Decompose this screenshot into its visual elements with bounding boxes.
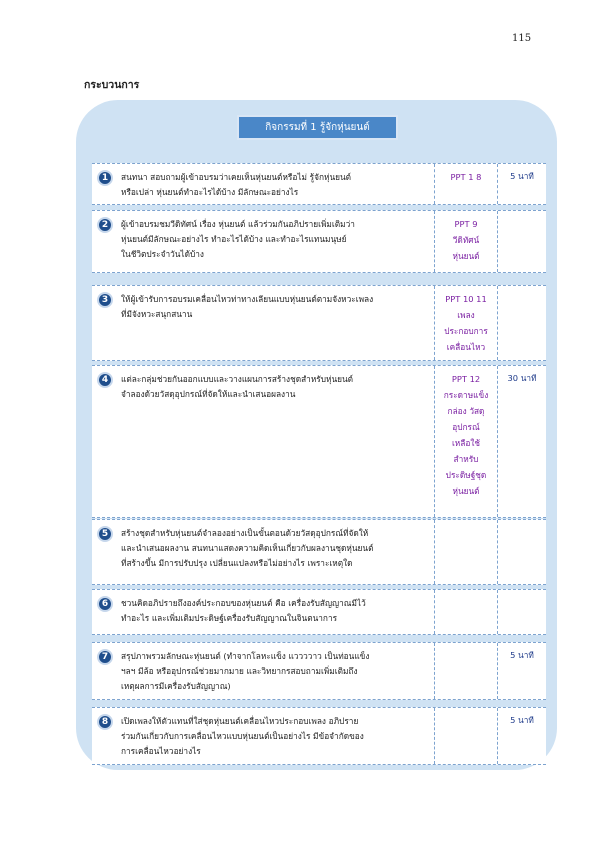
step-time [498,211,546,272]
step-line: หุ่นยนต์มีลักษณะอย่างไร ทำอะไรได้บ้าง และทำอะไรแทนมนุษย์ [121,234,347,244]
step-line: เหตุผลการมีเครื่องรับสัญญาณ) [121,681,231,691]
step-media [434,286,498,360]
step-time [498,286,546,360]
step-line: ที่สร้างขึ้น มีการปรับปรุง เปลี่ยนแปลงหรือไม่อย่างไร เพราะเหตุใด [121,558,353,568]
step-description [92,520,434,584]
step-media [434,520,498,584]
media-line: สำหรับ [453,454,479,464]
step-line: ผู้เข้าอบรมชมวีดิทัศน์ เรื่อง หุ่นยนต์ แล้วร่วมกันอภิปรายเพิ่มเติมว่า [121,219,355,229]
step-number-badge: 4 [97,372,113,388]
step-line: หรือเปล่า หุ่นยนต์ทำอะไรได้บ้าง มีลักษณะอย่างไร [121,187,299,197]
media-line: PPT 1 8 [450,172,482,182]
step-description [92,708,434,764]
step-line: เปิดเพลงให้ตัวแทนที่ใส่ชุดหุ่นยนต์เคลื่อนไหวประกอบเพลง อภิปราย [121,716,359,726]
media-line: PPT 10 11 [445,294,487,304]
step-number-badge: 7 [97,649,113,665]
step-number-badge: 6 [97,596,113,612]
step-time: 5 นาที [510,171,534,181]
media-line: PPT 9 [454,219,478,229]
media-line: กระดาษแข็ง [443,390,489,400]
media-line: หุ่นยนต์ [452,486,480,496]
step-number-badge: 8 [97,714,113,730]
activity-title: กิจกรรมที่ 1 รู้จักหุ่นยนต์ [237,115,398,140]
step-line: ฯลฯ มีล้อ หรืออุปกรณ์ช่วยมากมาย และวิทยากรสอบถามเพิ่มเติมถึง [121,666,358,676]
media-line: วีดิทัศน์ [452,235,480,245]
step-description [92,164,434,204]
step-line: ทำอะไร และเพิ่มเติมประดิษฐ์เครื่องรับสัญญาณในจินตนาการ [121,613,338,623]
step-line: และนำเสนอผลงาน สนทนาแสดงความคิดเห็นเกี่ยวกับผลงานชุดหุ่นยนต์ [121,543,374,553]
step-line: แต่ละกลุ่มช่วยกันออกแบบและวางแผนการสร้างชุดสำหรับหุ่นยนต์ [121,374,354,384]
step-line: ชวนคิดอภิปรายถึงองค์ประกอบของหุ่นยนต์ คือ เครื่องรับสัญญาณมีไว้ [121,598,366,608]
step-time: 30 นาที [507,373,537,383]
step-media [434,366,498,517]
step-number-badge: 1 [97,170,113,186]
step-row-1 [92,163,546,205]
step-number-badge: 2 [97,217,113,233]
step-row-8 [92,707,546,765]
step-description [92,211,434,272]
step-row-5 [92,519,546,585]
step-number-badge: 5 [97,526,113,542]
step-row-3 [92,285,546,361]
media-line: เพลง [457,310,475,320]
step-line: สนทนา สอบถามผู้เข้าอบรมว่าเคยเห็นหุ่นยนต์หรือไม่ รู้จักหุ่นยนต์ [121,172,352,182]
step-line: ให้ผู้เข้ารับการอบรมเคลื่อนไหวท่าทางเลียนแบบหุ่นยนต์ตามจังหวะเพลง [121,294,374,304]
media-line: ประกอบการ [444,326,488,336]
step-time [498,590,546,634]
step-line: การเคลื่อนไหวอย่างไร [121,746,201,756]
step-row-7 [92,642,546,700]
step-row-2 [92,210,546,273]
media-line: กล่อง วัสดุ [447,406,485,416]
step-media [434,708,498,764]
step-description [92,643,434,699]
step-time [498,520,546,584]
media-line: เหลือใช้ [451,438,481,448]
step-line: สรุปภาพรวมลักษณะหุ่นยนต์ (ทำจากโลหะแข็ง แววววาว เป็นท่อนแข็ง [121,651,370,661]
step-media [434,164,498,204]
media-line: PPT 12 [451,374,481,384]
step-row-4 [92,365,546,518]
step-description [92,366,434,517]
media-line: ประดิษฐ์ชุด [445,470,487,480]
step-line: ร่วมกันเกี่ยวกับการเคลื่อนไหวแบบหุ่นยนต์เป็นอย่างไร มีข้อจำกัดของ [121,731,364,741]
step-description [92,286,434,360]
step-media [434,643,498,699]
step-line: จำลองด้วยวัสดุอุปกรณ์ที่จัดให้และนำเสนอผลงาน [121,389,296,399]
section-heading: กระบวนการ [84,79,140,91]
media-line: หุ่นยนต์ [452,251,480,261]
step-number-badge: 3 [97,292,113,308]
page-number: 115 [512,33,532,44]
step-time: 5 นาที [510,715,534,725]
media-line: อุปกรณ์ [452,422,480,432]
step-row-6 [92,589,546,635]
step-description [92,590,434,634]
media-line: เคลื่อนไหว [446,342,486,352]
step-media [434,590,498,634]
step-line: ที่มีจังหวะสนุกสนาน [121,309,193,319]
step-time: 5 นาที [510,650,534,660]
step-line: สร้างชุดสำหรับหุ่นยนต์จำลองอย่างเป็นขั้นตอนด้วยวัสดุอุปกรณ์ที่จัดให้ [121,528,369,538]
step-line: ในชีวิตประจำวันได้บ้าง [121,249,204,259]
step-media [434,211,498,272]
